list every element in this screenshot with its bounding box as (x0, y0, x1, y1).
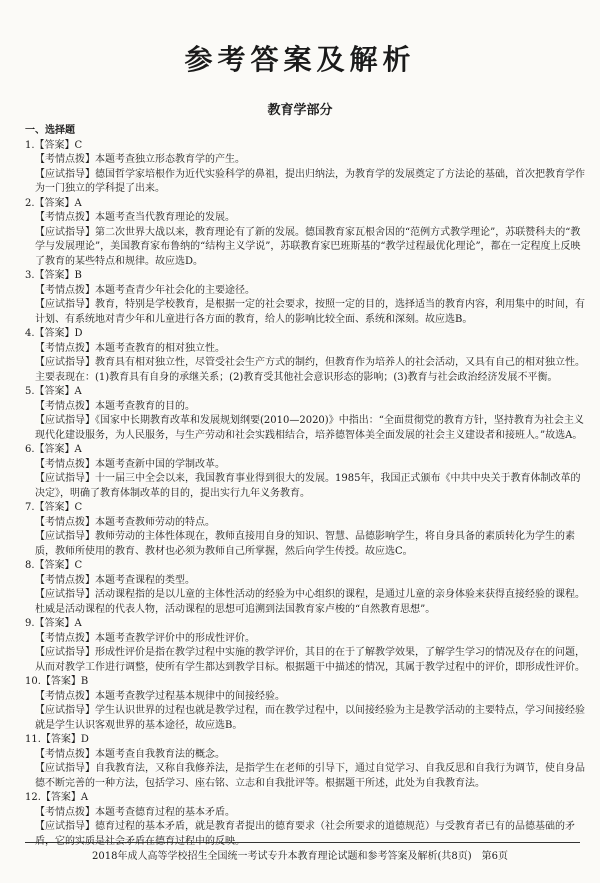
question-number: 11. (25, 734, 41, 745)
answer-text: 【答案】C (34, 139, 83, 151)
answer-line (25, 791, 585, 806)
guide-line: 【应试指导】形成性评价是指在教学过程中实施的教学评价，其目的在于了解教学效果，了解学生学习的情况及存在的问题，从而对教学工作进行调整，使所有学生都达到教学目标。根据题干中描述的情况，其属于教学过程中的评价，即形成性评价。 (35, 647, 585, 673)
question-item (25, 733, 585, 791)
question-number: 5. (25, 386, 35, 397)
question-item (25, 443, 585, 501)
exam-point-line: 【考情点拨】本题考查课程的类型。 (35, 574, 195, 586)
question-item (25, 197, 585, 270)
question-number: 3. (25, 270, 35, 281)
answer-text: 【答案】C (34, 502, 83, 513)
part-heading: 一、选择题 (25, 125, 75, 136)
answers-content (25, 124, 585, 849)
question-number: 8. (25, 560, 35, 571)
question-item (25, 327, 585, 385)
answer-line (25, 197, 585, 212)
answer-text: 【答案】A (34, 386, 82, 397)
question-item (25, 385, 585, 443)
section-heading: 教育学部分 (267, 103, 333, 118)
answer-text: 【答案】B (34, 270, 82, 281)
guide-line: 【应试指导】教育，特别是学校教育，是根据一定的社会要求，按照一定的目的，选择适当的教育内容，利用集中的时间，有计划、有系统地对青少年和儿童进行各方面的教育，给人的影响比较全面、系统和深刻。故应选B。 (35, 299, 585, 325)
question-item (25, 559, 585, 617)
guide-line: 【应试指导】学生认识世界的过程也就是教学过程，而在教学过程中，以间接经验为主是教学活动的主要特点，学习间接经验就是学生认识客观世界的基本途径，故应选B。 (35, 705, 585, 731)
exam-point-line: 【考情点拨】本题考查自我教育法的概念。 (35, 748, 225, 760)
question-number: 7. (25, 502, 35, 513)
exam-point-line: 【考情点拨】本题考查当代教育理论的发展。 (35, 212, 235, 223)
question-item (25, 139, 585, 197)
guide-line: 【应试指导】德国哲学家培根作为近代实验科学的鼻祖，提出归纳法，为教育学的发展奠定了方法论的基础，首次把教育学作为一门独立的学科提了出来。 (35, 168, 585, 194)
answer-text: 【答案】D (40, 734, 89, 745)
guide-line: 【应试指导】教师劳动的主体性体现在，教师直接用自身的知识、智慧、品德影响学生，将自身具备的素质转化为学生的素质，教师所使用的教育、教材也必须为教师自己所掌握，然后向学生传授。故应选C。 (35, 531, 575, 557)
question-number: 10. (25, 676, 41, 687)
question-number: 9. (25, 618, 35, 629)
exam-point-line: 【考情点拨】本题考查青少年社会化的主要途径。 (35, 284, 255, 296)
answer-line (25, 617, 585, 632)
exam-point-line: 【考情点拨】本题考查教学评价中的形成性评价。 (35, 632, 255, 644)
question-number: 6. (25, 444, 35, 455)
question-item (25, 617, 585, 675)
guide-line: 【应试指导】《国家中长期教育改革和发展规划纲要(2010—2020)》中指出：“全面贯彻党的教育方针，坚持教育为社会主义现代化建设服务，为人民服务，与生产劳动和社会实践相结合，培养德智体美全面发展的社会主义建设者和接班人。”故选A。 (35, 415, 584, 441)
guide-line: 【应试指导】自我教育法，又称自我修养法，是指学生在老师的引导下，通过自觉学习、自我反思和自我行为调节，使自身品德不断完善的一种方法，包括学习、座右铭、立志和自我批评等。根据题干所述，此处为自我教育法。 (35, 763, 585, 789)
answer-line (25, 269, 585, 284)
question-number: 12. (25, 792, 41, 803)
answer-line (25, 675, 585, 690)
question-item (25, 501, 585, 559)
question-number: 4. (25, 328, 35, 339)
page-title: 参考答案及解析 (184, 43, 416, 76)
answer-line (25, 733, 585, 748)
answer-text: 【答案】D (34, 328, 83, 339)
question-number: 2. (25, 197, 35, 209)
answer-text: 【答案】A (34, 197, 82, 209)
exam-point-line: 【考情点拨】本题考查德育过程的基本矛盾。 (35, 806, 235, 818)
answer-line (25, 443, 585, 458)
answer-text: 【答案】A (34, 618, 82, 629)
guide-line: 【应试指导】第二次世界大战以来，教育理论有了新的发展。德国教育家瓦根舍因的“范例方式教学理论”，苏联赞科夫的“教学与发展理论”，美国教育家布鲁纳的“结构主义学说”，苏联教育家巴班斯基的“教学过程最优化理论”，都在一定程度上反映了教育的某些特点和规律。故应选D。 (35, 226, 581, 267)
question-item (25, 791, 585, 849)
exam-point-line: 【考情点拨】本题考查独立形态教育学的产生。 (35, 154, 245, 165)
guide-line: 【应试指导】教育具有相对独立性，尽管受社会生产方式的制约，但教育作为培养人的社会活动，又具有自己的相对独立性。主要表现在：(1)教育具有自身的承继关系；(2)教育受其他社会意识形态的影响；(3)教育与社会政治经济发展不平衡。 (35, 357, 585, 383)
exam-point-line: 【考情点拨】本题考查教育的目的。 (35, 400, 195, 412)
exam-point-line: 【考情点拨】本题考查教育的相对独立性。 (35, 342, 225, 354)
guide-line: 【应试指导】十一届三中全会以来，我国教育事业得到很大的发展。1985年，我国正式颁布《中共中央关于教育体制改革的决定》，明确了教育体制改革的目的，提出实行九年义务教育。 (35, 473, 581, 499)
answer-line (25, 385, 585, 400)
answer-line (25, 559, 585, 574)
exam-point-line: 【考情点拨】本题考查新中国的学制改革。 (35, 458, 225, 470)
exam-point-line: 【考情点拨】本题考查教学过程基本规律中的间接经验。 (35, 690, 285, 702)
question-number: 1. (25, 139, 35, 151)
answer-line (25, 139, 585, 154)
exam-point-line: 【考情点拨】本题考查教师劳动的特点。 (35, 516, 215, 528)
guide-line: 【应试指导】德育过程的基本矛盾，就是教育者提出的德育要求（社会所要求的道德规范）与受教育者已有的品德基础的矛盾，它的实质是社会矛盾在德育过程中的反映。 (35, 821, 575, 847)
answer-line (25, 501, 585, 516)
answer-text: 【答案】A (40, 792, 89, 803)
answer-line (25, 327, 585, 342)
question-item (25, 675, 585, 733)
footer-rule (25, 842, 580, 843)
question-list (25, 139, 585, 850)
answer-text: 【答案】A (34, 444, 82, 455)
answer-text: 【答案】B (40, 676, 89, 687)
question-item (25, 269, 585, 327)
guide-line: 【应试指导】活动课程指的是以儿童的主体性活动的经验为中心组织的课程，是通过儿童的亲身体验来获得直接经验的课程。杜威是活动课程的代表人物，活动课程的思想可追溯到法国教育家卢梭的“自然教育思想”。 (35, 589, 585, 615)
answer-text: 【答案】C (34, 560, 83, 571)
page-footer: 2018年成人高等学校招生全国统一考试专升本教育理论试题和参考答案及解析(共8页) 第6页 (92, 851, 508, 862)
